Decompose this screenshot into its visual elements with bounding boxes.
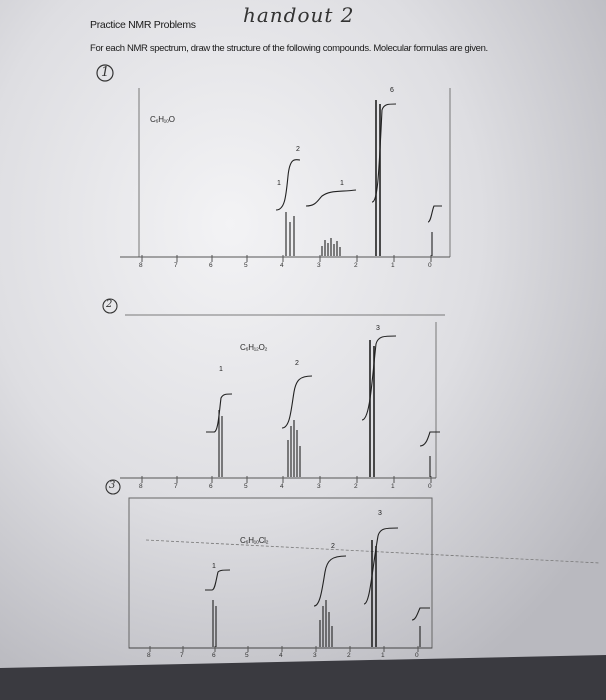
axis-1-tick: 4	[280, 262, 284, 269]
problem-2-integration-2: 2	[295, 360, 299, 367]
axis-2-tick: 5	[244, 483, 248, 490]
problem-2-integration-3: 3	[376, 325, 380, 332]
axis-1-tick: 8	[139, 262, 143, 269]
problem-2-number: 2	[106, 299, 113, 310]
axis-3-tick: 6	[212, 652, 216, 659]
axis-2-tick: 2	[354, 483, 358, 490]
axis-3-tick: 3	[313, 652, 317, 659]
page-title: Practice NMR Problems	[90, 19, 196, 31]
axis-2-tick: 3	[317, 483, 321, 490]
problem-3-number: 3	[109, 480, 116, 491]
axis-1-tick: 0	[428, 262, 432, 269]
problem-1-integration-4: 6	[390, 87, 394, 94]
problem-3-integration-3: 3	[378, 510, 382, 517]
handwritten-title: handout 2	[243, 3, 355, 27]
instructions-text: For each NMR spectrum, draw the structure of the following compounds. Molecular formulas are given.	[90, 43, 488, 54]
axis-3-tick: 2	[347, 652, 351, 659]
problem-1-integration-2: 2	[296, 146, 300, 153]
problem-3-integration-1: 1	[212, 563, 216, 570]
axis-3-tick: 8	[147, 652, 151, 659]
problem-1-integration-1: 1	[277, 180, 281, 187]
problem-1-integration-3: 1	[340, 180, 344, 187]
axis-1-tick: 2	[354, 262, 358, 269]
axis-1-tick: 7	[174, 262, 178, 269]
problem-2-formula: C₆H₁₂O₂	[240, 343, 268, 352]
problem-3-formula: C₆H₁₀Cl₂	[240, 536, 269, 545]
problem-1-formula: C₆H₁₀O	[150, 115, 175, 124]
axis-3-tick: 4	[279, 652, 283, 659]
axis-1-tick: 3	[317, 262, 321, 269]
axis-2-tick: 6	[209, 483, 213, 490]
axis-2-tick: 4	[280, 483, 284, 490]
axis-1-tick: 1	[391, 262, 395, 269]
axis-2-tick: 1	[391, 483, 395, 490]
axis-2-tick: 8	[139, 483, 143, 490]
axis-3-tick: 0	[415, 652, 419, 659]
axis-3-tick: 1	[381, 652, 385, 659]
problem-2-integration-1: 1	[219, 366, 223, 373]
axis-2-tick: 7	[174, 483, 178, 490]
problem-3-integration-2: 2	[331, 543, 335, 550]
axis-3-tick: 7	[180, 652, 184, 659]
axis-3-tick: 5	[245, 652, 249, 659]
axis-2-tick: 0	[428, 483, 432, 490]
problem-1-number: 1	[101, 65, 110, 80]
axis-1-tick: 5	[244, 262, 248, 269]
axis-1-tick: 6	[209, 262, 213, 269]
